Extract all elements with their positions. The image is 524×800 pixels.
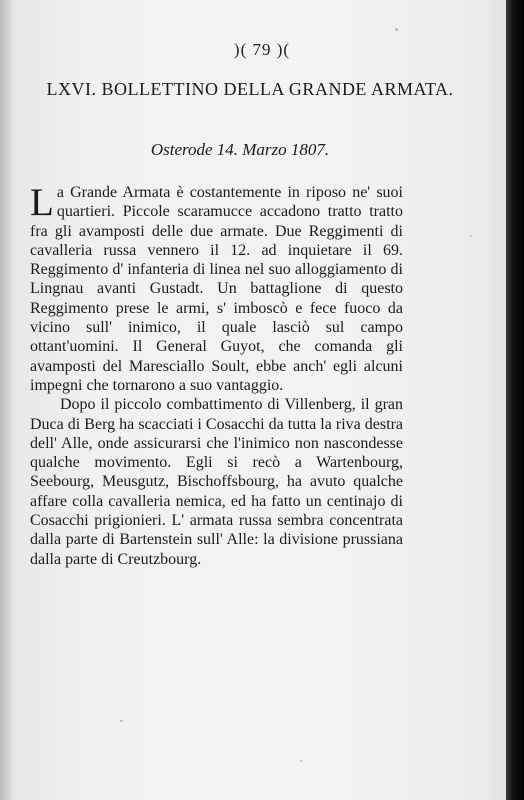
page-edge-shadow — [0, 0, 14, 800]
body-text — [30, 183, 403, 569]
drop-cap: L — [30, 181, 54, 224]
paper-speck — [300, 760, 302, 762]
paragraph-text: Dopo il piccolo combattimento di Villenberg, il gran Duca di Berg ha scacciati i Cosacchi da tutta la riva destra dell' Alle, onde assicurarsi che l'inimico non nascondesse qualche movimento. Egli si recò a Wartenbourg, Seebourg, Meusgutz, Bischoffsbourg, ha avuto qualche affare colla cavalleria nemica, ed ha fatto un centinajo di Cosacchi prigionieri. L' armata russa sembra concentrata dalla parte di Bartenstein sull' Alle: la divisione prussiana dalla parte di Creutzbourg. — [30, 396, 403, 568]
page-title: LXVI. BOLLETTINO DELLA GRANDE ARMATA. — [46, 79, 454, 99]
paragraph — [30, 183, 403, 395]
dateline: Osterode 14. Marzo 1807. — [150, 140, 330, 159]
book-binding — [506, 0, 524, 800]
paper-speck — [120, 720, 123, 722]
paragraph-text: a Grande Armata è costantemente in riposo ne' suoi quartieri. Piccole scaramucce accadono tratto tratto fra gli avamposti delle due armate. Due Reggimenti di cavalleria russa vennero il 12. ad inquietare il 69. Reggimento d' infanteria di linea nel suo alloggiamento di Lingnau avanti Gustadt. Un battaglione di questo Reggimento prese le armi, s' imboscò e fece fuoco da vicino sull' inimico, il quale lasciò sul campo ottant'uomini. Il General Guyot, che comanda gli avamposti del Maresciallo Soult, ebbe anch' egli alcuni impegni che tornarono a suo vantaggio. — [30, 184, 403, 394]
paper-speck — [395, 28, 398, 31]
paragraph — [30, 395, 403, 569]
page-number: )( 79 )( — [233, 40, 291, 59]
paper-speck — [470, 235, 472, 237]
